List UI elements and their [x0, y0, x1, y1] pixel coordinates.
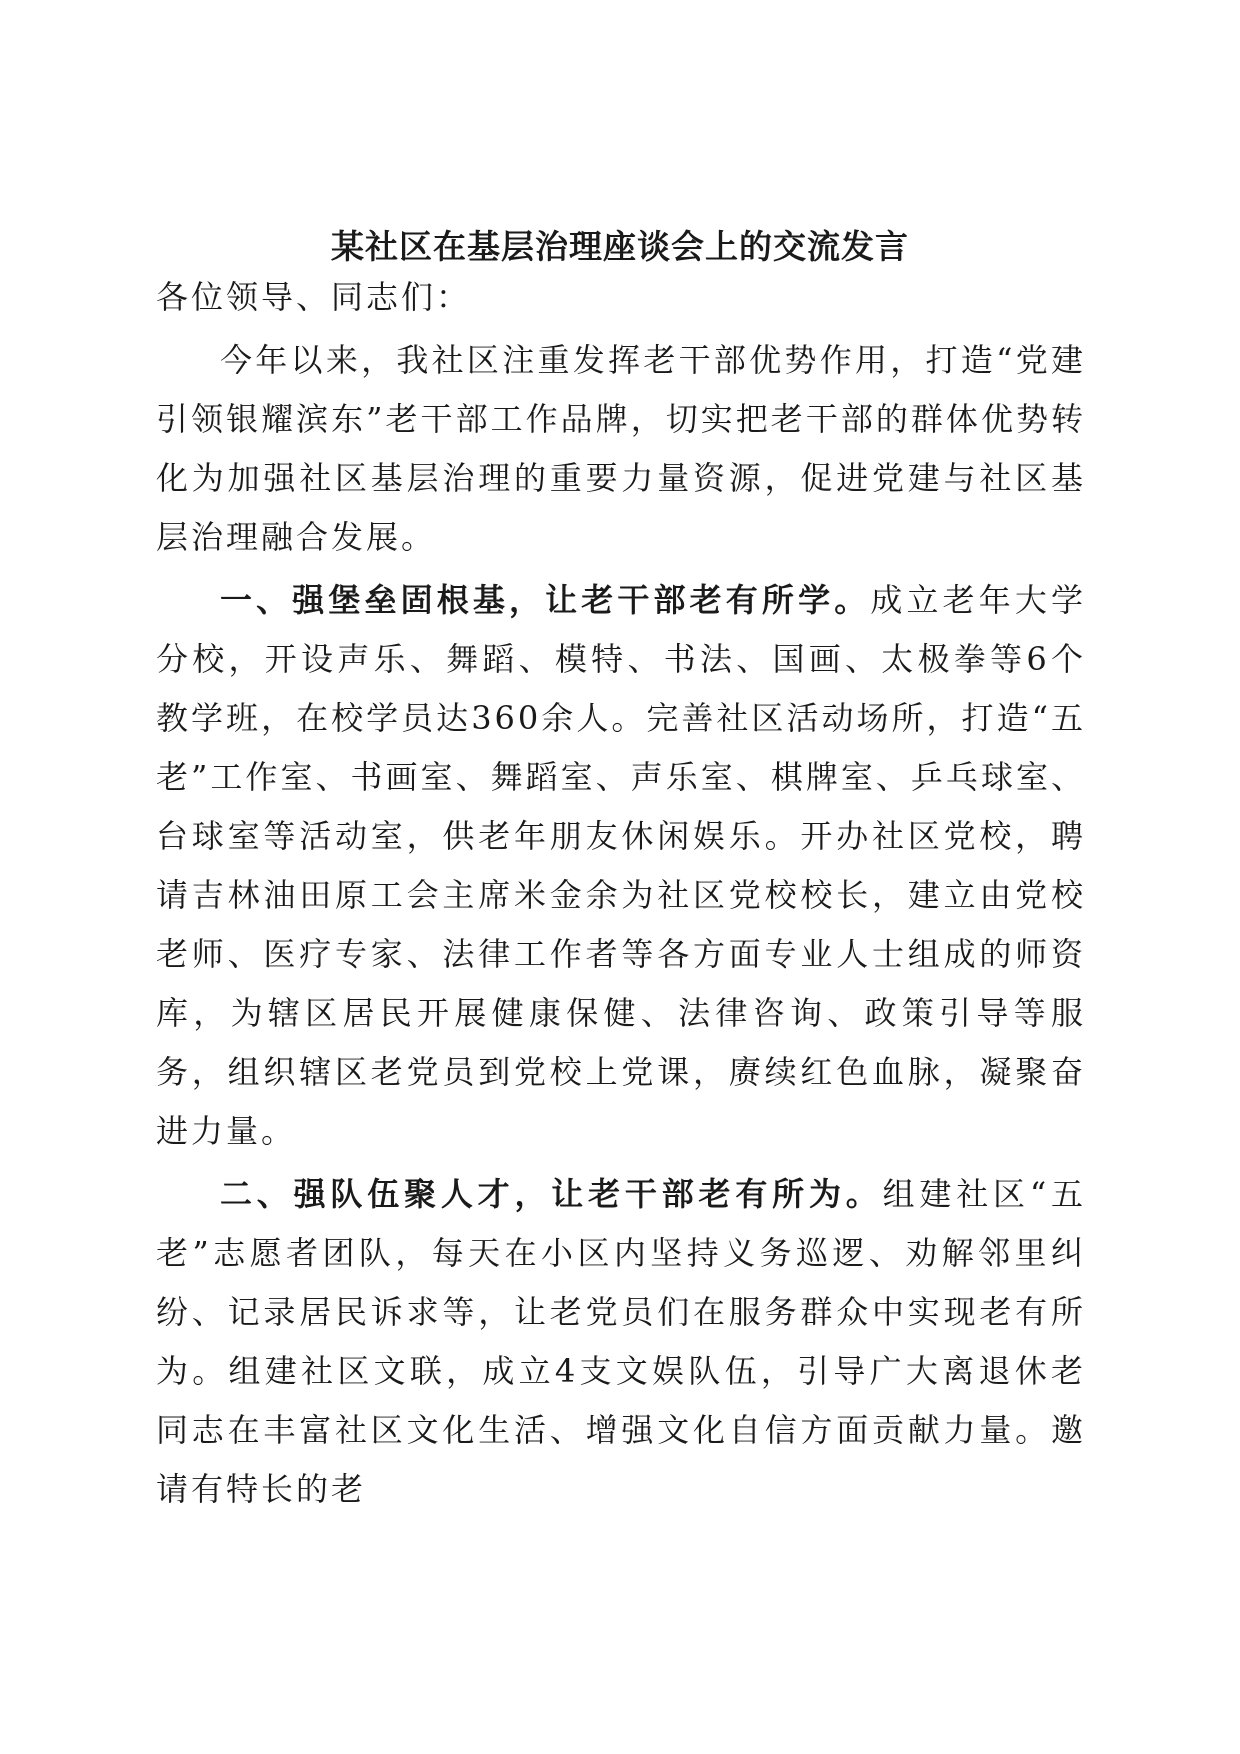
- section-2-heading: 二、强队伍聚人才，让老干部老有所为。: [220, 1175, 883, 1213]
- section-1-heading: 一、强堡垒固根基，让老干部老有所学。: [220, 581, 871, 619]
- document-title: 某社区在基层治理座谈会上的交流发言: [331, 227, 909, 266]
- section-1-paragraph: [156, 571, 1086, 1161]
- section-2-body: 组建社区“五老”志愿者团队，每天在小区内坚持义务巡逻、劝解邻里纠纷、记录居民诉求等，让老党员们在服务群众中实现老有所为。组建社区文联，成立4支文娱队伍，引导广大离退休老同志在丰富社区文化生活、增强文化自信方面贡献力量。邀请有特长的老: [156, 1175, 1086, 1508]
- document-body: [156, 268, 1086, 1519]
- salutation: 各位领导、同志们：: [156, 278, 472, 316]
- intro-paragraph: 今年以来，我社区注重发挥老干部优势作用，打造“党建引领银耀滨东”老干部工作品牌，切实把老干部的群体优势转化为加强社区基层治理的重要力量资源，促进党建与社区基层治理融合发展。: [156, 341, 1086, 556]
- section-2-paragraph: [156, 1165, 1086, 1519]
- section-1-body: 成立老年大学分校，开设声乐、舞蹈、模特、书法、国画、太极拳等6个教学班，在校学员达360余人。完善社区活动场所，打造“五老”工作室、书画室、舞蹈室、声乐室、棋牌室、乒乓球室、台球室等活动室，供老年朋友休闲娱乐。开办社区党校，聘请吉林油田原工会主席米金余为社区党校校长，建立由党校老师、医疗专家、法律工作者等各方面专业人士组成的师资库，为辖区居民开展健康保健、法律咨询、政策引导等服务，组织辖区老党员到党校上党课，赓续红色血脉，凝聚奋进力量。: [156, 581, 1086, 1150]
